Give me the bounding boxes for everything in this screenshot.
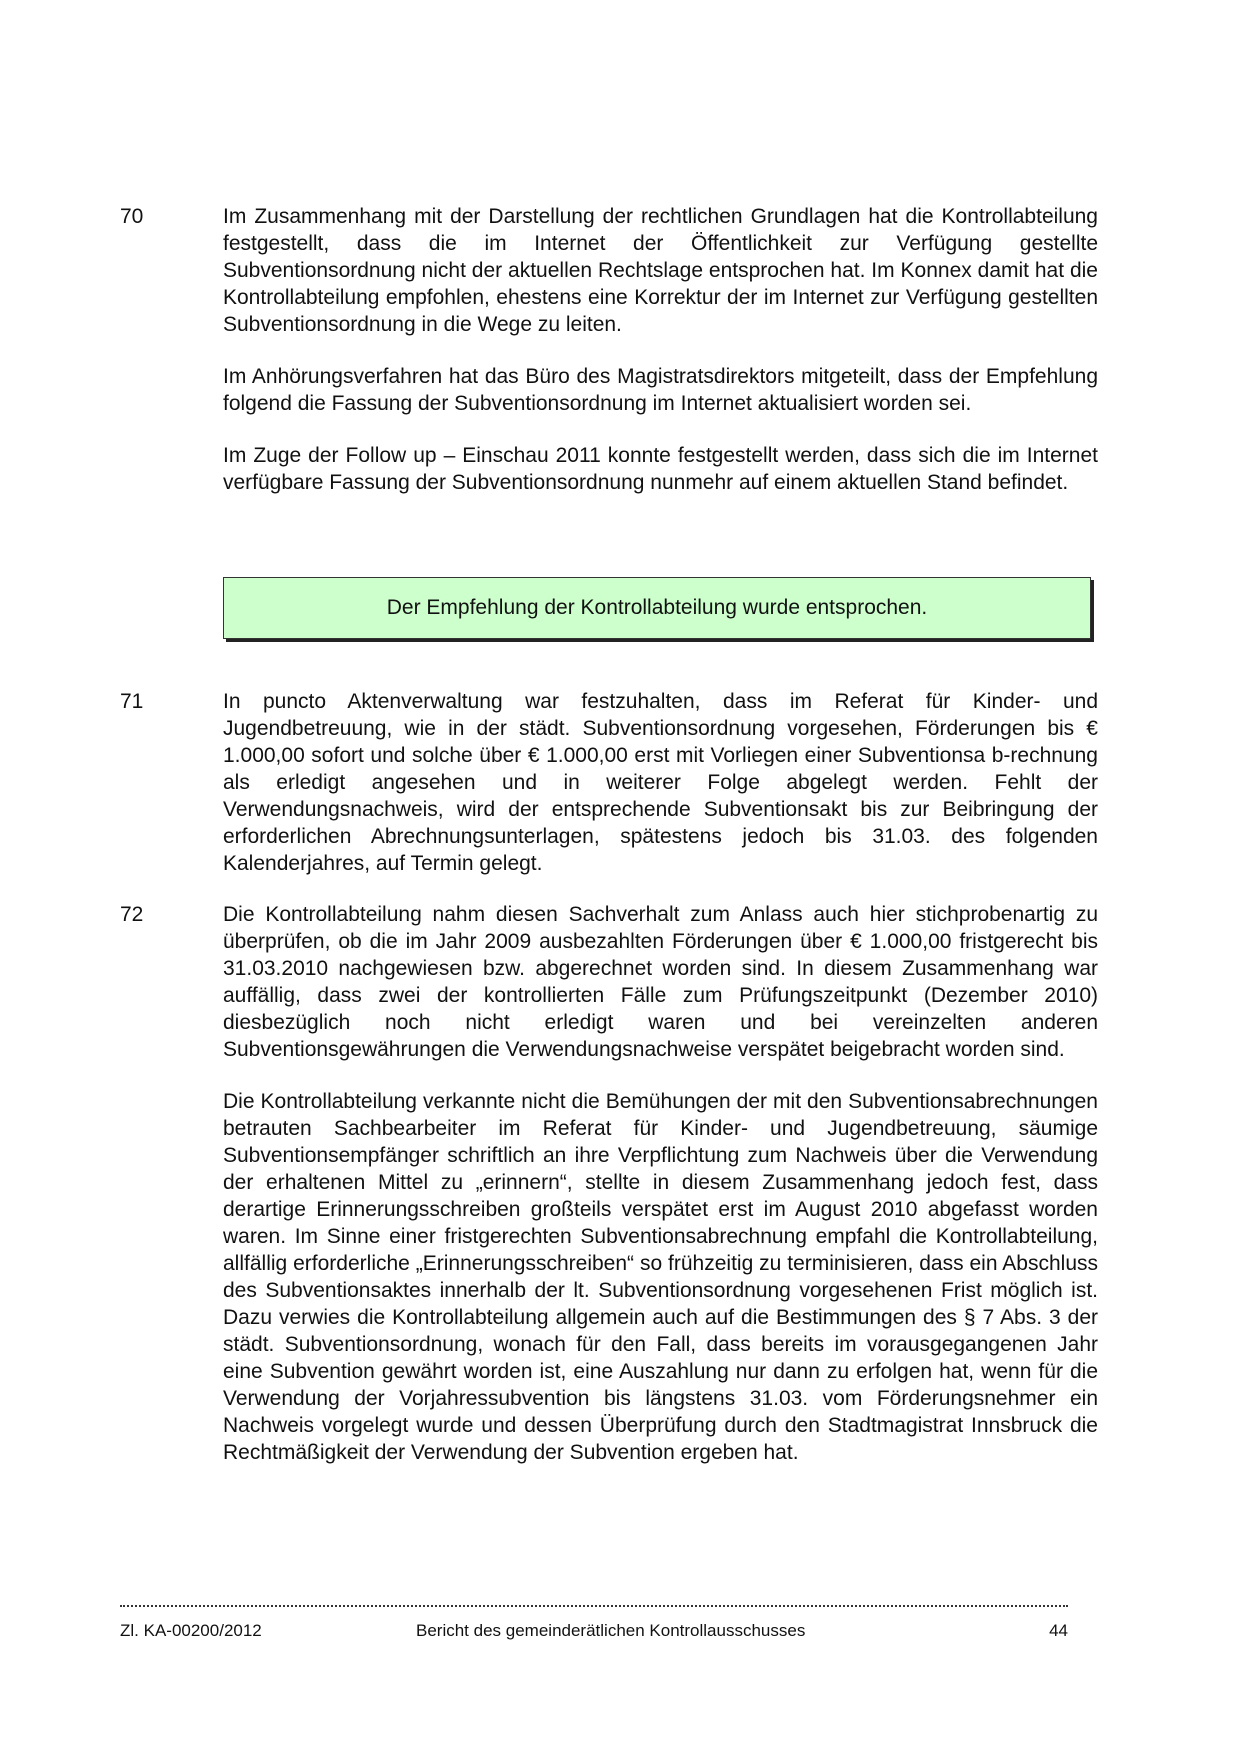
- callout-text: Der Empfehlung der Kontrollabteilung wurde entsprochen.: [386, 596, 928, 619]
- section-body: [223, 688, 1098, 877]
- page-number: 44: [1049, 1621, 1068, 1640]
- paragraph: In puncto Aktenverwaltung war festzuhalten, dass im Referat für Kinder- und Jugendbetreuung, wie in der städt. Subventionsordnung vorgesehen, Förderungen bis € 1.000,00 sofort und solche über € 1.000,00 erst mit Vorliegen einer Subventionsa b-rechnung als erledigt angesehen und in weiterer Folge abgelegt werden. Fehlt der Verwendungsnachweis, wird der entsprechende Subventionsakt bis zur Beibringung der erforderlichen Abrechnungsunterlagen, spätestens jedoch bis 31.03. des folgenden Kalenderjahres, auf Termin gelegt.: [223, 690, 1098, 875]
- paragraph: Im Zuge der Follow up – Einschau 2011 konnte festgestellt werden, dass sich die im Internet verfügbare Fassung der Subventionsordnung nunmehr auf einem aktuellen Stand befindet.: [223, 444, 1098, 494]
- paragraph: Im Anhörungsverfahren hat das Büro des Magistratsdirektors mitgeteilt, dass der Empfehlung folgend die Fassung der Subventionsordnung im Internet aktualisiert worden sei.: [223, 365, 1098, 415]
- section-number: 71: [120, 690, 144, 713]
- section-number: 70: [120, 205, 144, 228]
- report-title: Bericht des gemeinderätlichen Kontrollausschusses: [416, 1621, 806, 1640]
- recommendation-callout: [223, 577, 1091, 639]
- paragraph: Im Zusammenhang mit der Darstellung der rechtlichen Grundlagen hat die Kontrollabteilung festgestellt, dass die im Internet der Öffentlichkeit zur Verfügung gestellte Subventionsordnung nicht der aktuellen Rechtslage entsprochen hat. Im Konnex damit hat die Kontrollabteilung empfohlen, ehestens eine Korrektur der im Internet zur Verfügung gestellten Subventionsordnung in die Wege zu leiten.: [223, 205, 1098, 336]
- document-reference: Zl. KA-00200/2012: [120, 1621, 262, 1640]
- footer-divider: [120, 1605, 1068, 1607]
- paragraph: Die Kontrollabteilung nahm diesen Sachverhalt zum Anlass auch hier stichprobenartig zu überprüfen, ob die im Jahr 2009 ausbezahlten Förderungen über € 1.000,00 fristgerecht bis 31.03.2010 nachgewiesen bzw. abgerechnet worden sind. In diesem Zusammenhang war auffällig, dass zwei der kontrollierten Fälle zum Prüfungszeitpunkt (Dezember 2010) diesbezüglich noch nicht erledigt waren und bei vereinzelten anderen Subventionsgewährungen die Verwendungsnachweise verspätet beigebracht worden sind.: [223, 903, 1098, 1061]
- section-body: [223, 203, 1098, 496]
- section-number: 72: [120, 903, 144, 926]
- page-footer: [120, 1620, 1068, 1644]
- section-body: [223, 901, 1098, 1466]
- paragraph: Die Kontrollabteilung verkannte nicht die Bemühungen der mit den Subventionsabrechnungen betrauten Sachbearbeiter im Referat für Kinder- und Jugendbetreuung, säumige Subventionsempfänger schriftlich an ihre Verpflichtung zum Nachweis über die Verwendung der erhaltenen Mittel zu „erinnern“, stellte in diesem Zusammenhang jedoch fest, dass derartige Erinnerungsschreiben großteils verspätet erst im August 2010 abgefasst worden waren. Im Sinne einer fristgerechten Subventionsabrechnung empfahl die Kontrollabteilung, allfällig erforderliche „Erinnerungsschreiben“ so frühzeitig zu terminisieren, dass ein Abschluss des Subventionsaktes innerhalb der lt. Subventionsordnung vorgesehenen Frist möglich ist. Dazu verwies die Kontrollabteilung allgemein auch auf die Bestimmungen des § 7 Abs. 3 der städt. Subventionsordnung, wonach für den Fall, dass bereits im vorausgegangenen Jahr eine Subvention gewährt worden ist, eine Auszahlung nur dann zu erfolgen hat, wenn für die Verwendung der Vorjahressubvention bis längstens 31.03. vom Förderungsnehmer ein Nachweis vorgelegt wurde und dessen Überprüfung durch den Stadtmagistrat Innsbruck die Rechtmäßigkeit der Verwendung der Subvention ergeben hat.: [223, 1090, 1098, 1464]
